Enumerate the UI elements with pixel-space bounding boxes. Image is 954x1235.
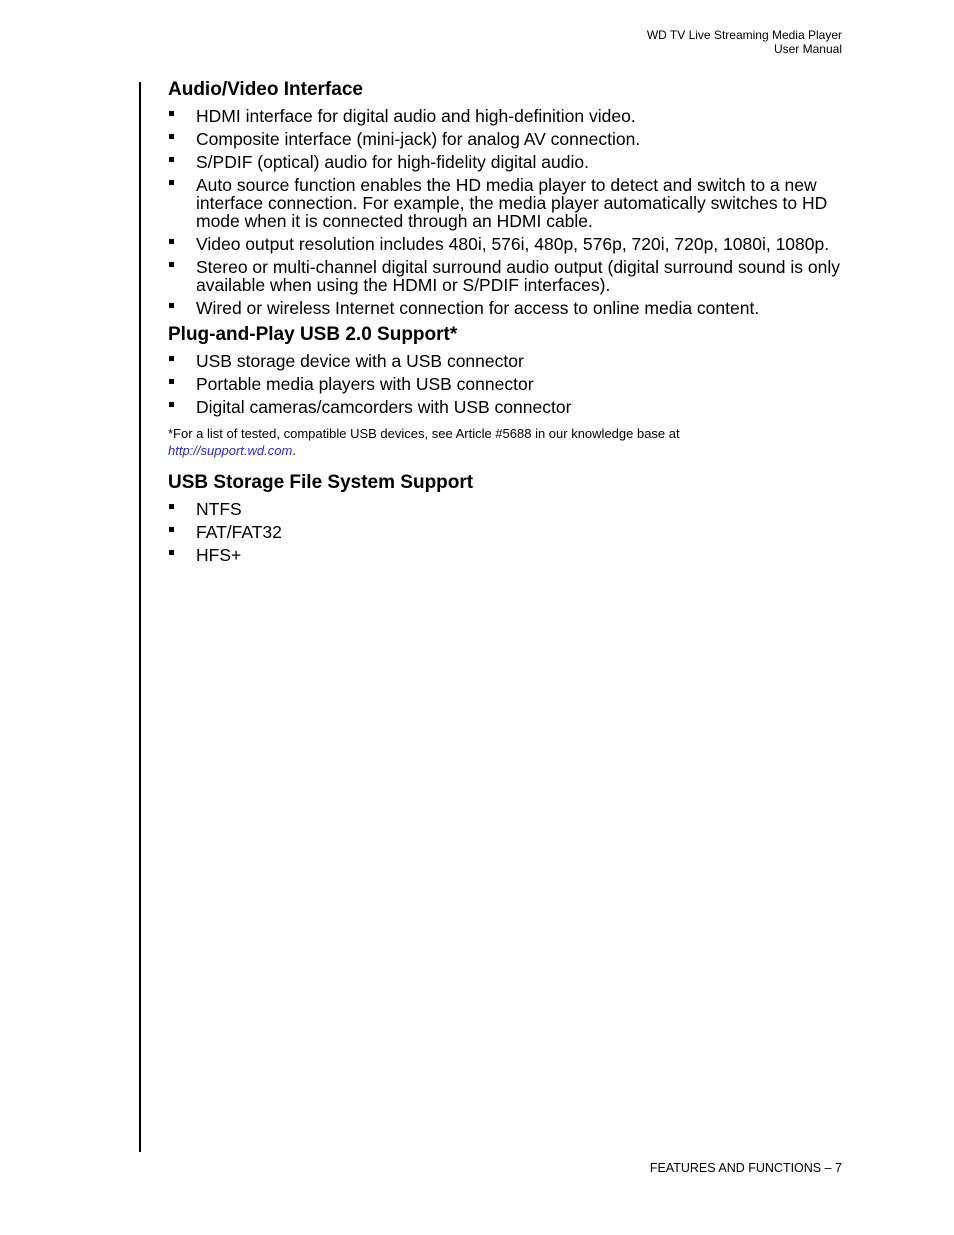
- footnote-text: *For a list of tested, compatible USB devices, see Article #5688 in our knowledge base at: [168, 426, 680, 441]
- footnote-period: .: [292, 443, 296, 458]
- bullet-square-icon: [169, 527, 174, 532]
- bullet-square-icon: [169, 180, 174, 185]
- list-item: Stereo or multi-channel digital surround audio output (digital surround sound is only available when using the HDMI or S/PDIF interfaces).: [168, 258, 844, 294]
- list-item: Digital cameras/camcorders with USB connector: [168, 398, 844, 416]
- list-item: Composite interface (mini-jack) for analog AV connection.: [168, 130, 844, 148]
- bullet-square-icon: [169, 111, 174, 116]
- bullet-square-icon: [169, 402, 174, 407]
- header-product-title: WD TV Live Streaming Media Player: [646, 28, 842, 42]
- list-item: Portable media players with USB connector: [168, 375, 844, 393]
- bullet-square-icon: [169, 239, 174, 244]
- page-header: [647, 28, 842, 56]
- section-title-audio-video: Audio/Video Interface: [168, 79, 363, 100]
- usb-footnote: [168, 425, 844, 459]
- bullet-square-icon: [169, 504, 174, 509]
- list-item: HFS+: [168, 546, 844, 564]
- audio-video-list: [168, 107, 844, 317]
- list-item: Auto source function enables the HD media player to detect and switch to a new interface connection. For example, the media player automatically switches to HD mode when it is connected through an HDMI cable.: [168, 176, 844, 230]
- bullet-square-icon: [169, 262, 174, 267]
- left-margin-rule: [139, 82, 141, 1152]
- list-item: NTFS: [168, 500, 844, 518]
- bullet-square-icon: [169, 550, 174, 555]
- list-item: HDMI interface for digital audio and high-definition video.: [168, 107, 844, 125]
- bullet-square-icon: [169, 356, 174, 361]
- bullet-square-icon: [169, 379, 174, 384]
- main-content: [168, 78, 844, 569]
- support-link[interactable]: http://support.wd.com: [168, 443, 293, 458]
- bullet-square-icon: [169, 303, 174, 308]
- page-footer: FEATURES AND FUNCTIONS – 7: [649, 1161, 842, 1175]
- file-system-list: [168, 500, 844, 564]
- list-item: Video output resolution includes 480i, 576i, 480p, 576p, 720i, 720p, 1080i, 1080p.: [168, 235, 844, 253]
- section-title-file-system: USB Storage File System Support: [168, 472, 474, 493]
- list-item: Wired or wireless Internet connection for access to online media content.: [168, 299, 844, 317]
- header-manual-label: User Manual: [773, 42, 842, 56]
- usb-support-list: [168, 352, 844, 416]
- list-item: USB storage device with a USB connector: [168, 352, 844, 370]
- bullet-square-icon: [169, 157, 174, 162]
- list-item: FAT/FAT32: [168, 523, 844, 541]
- list-item: S/PDIF (optical) audio for high-fidelity digital audio.: [168, 153, 844, 171]
- bullet-square-icon: [169, 134, 174, 139]
- section-title-usb-support: Plug-and-Play USB 2.0 Support*: [168, 324, 458, 345]
